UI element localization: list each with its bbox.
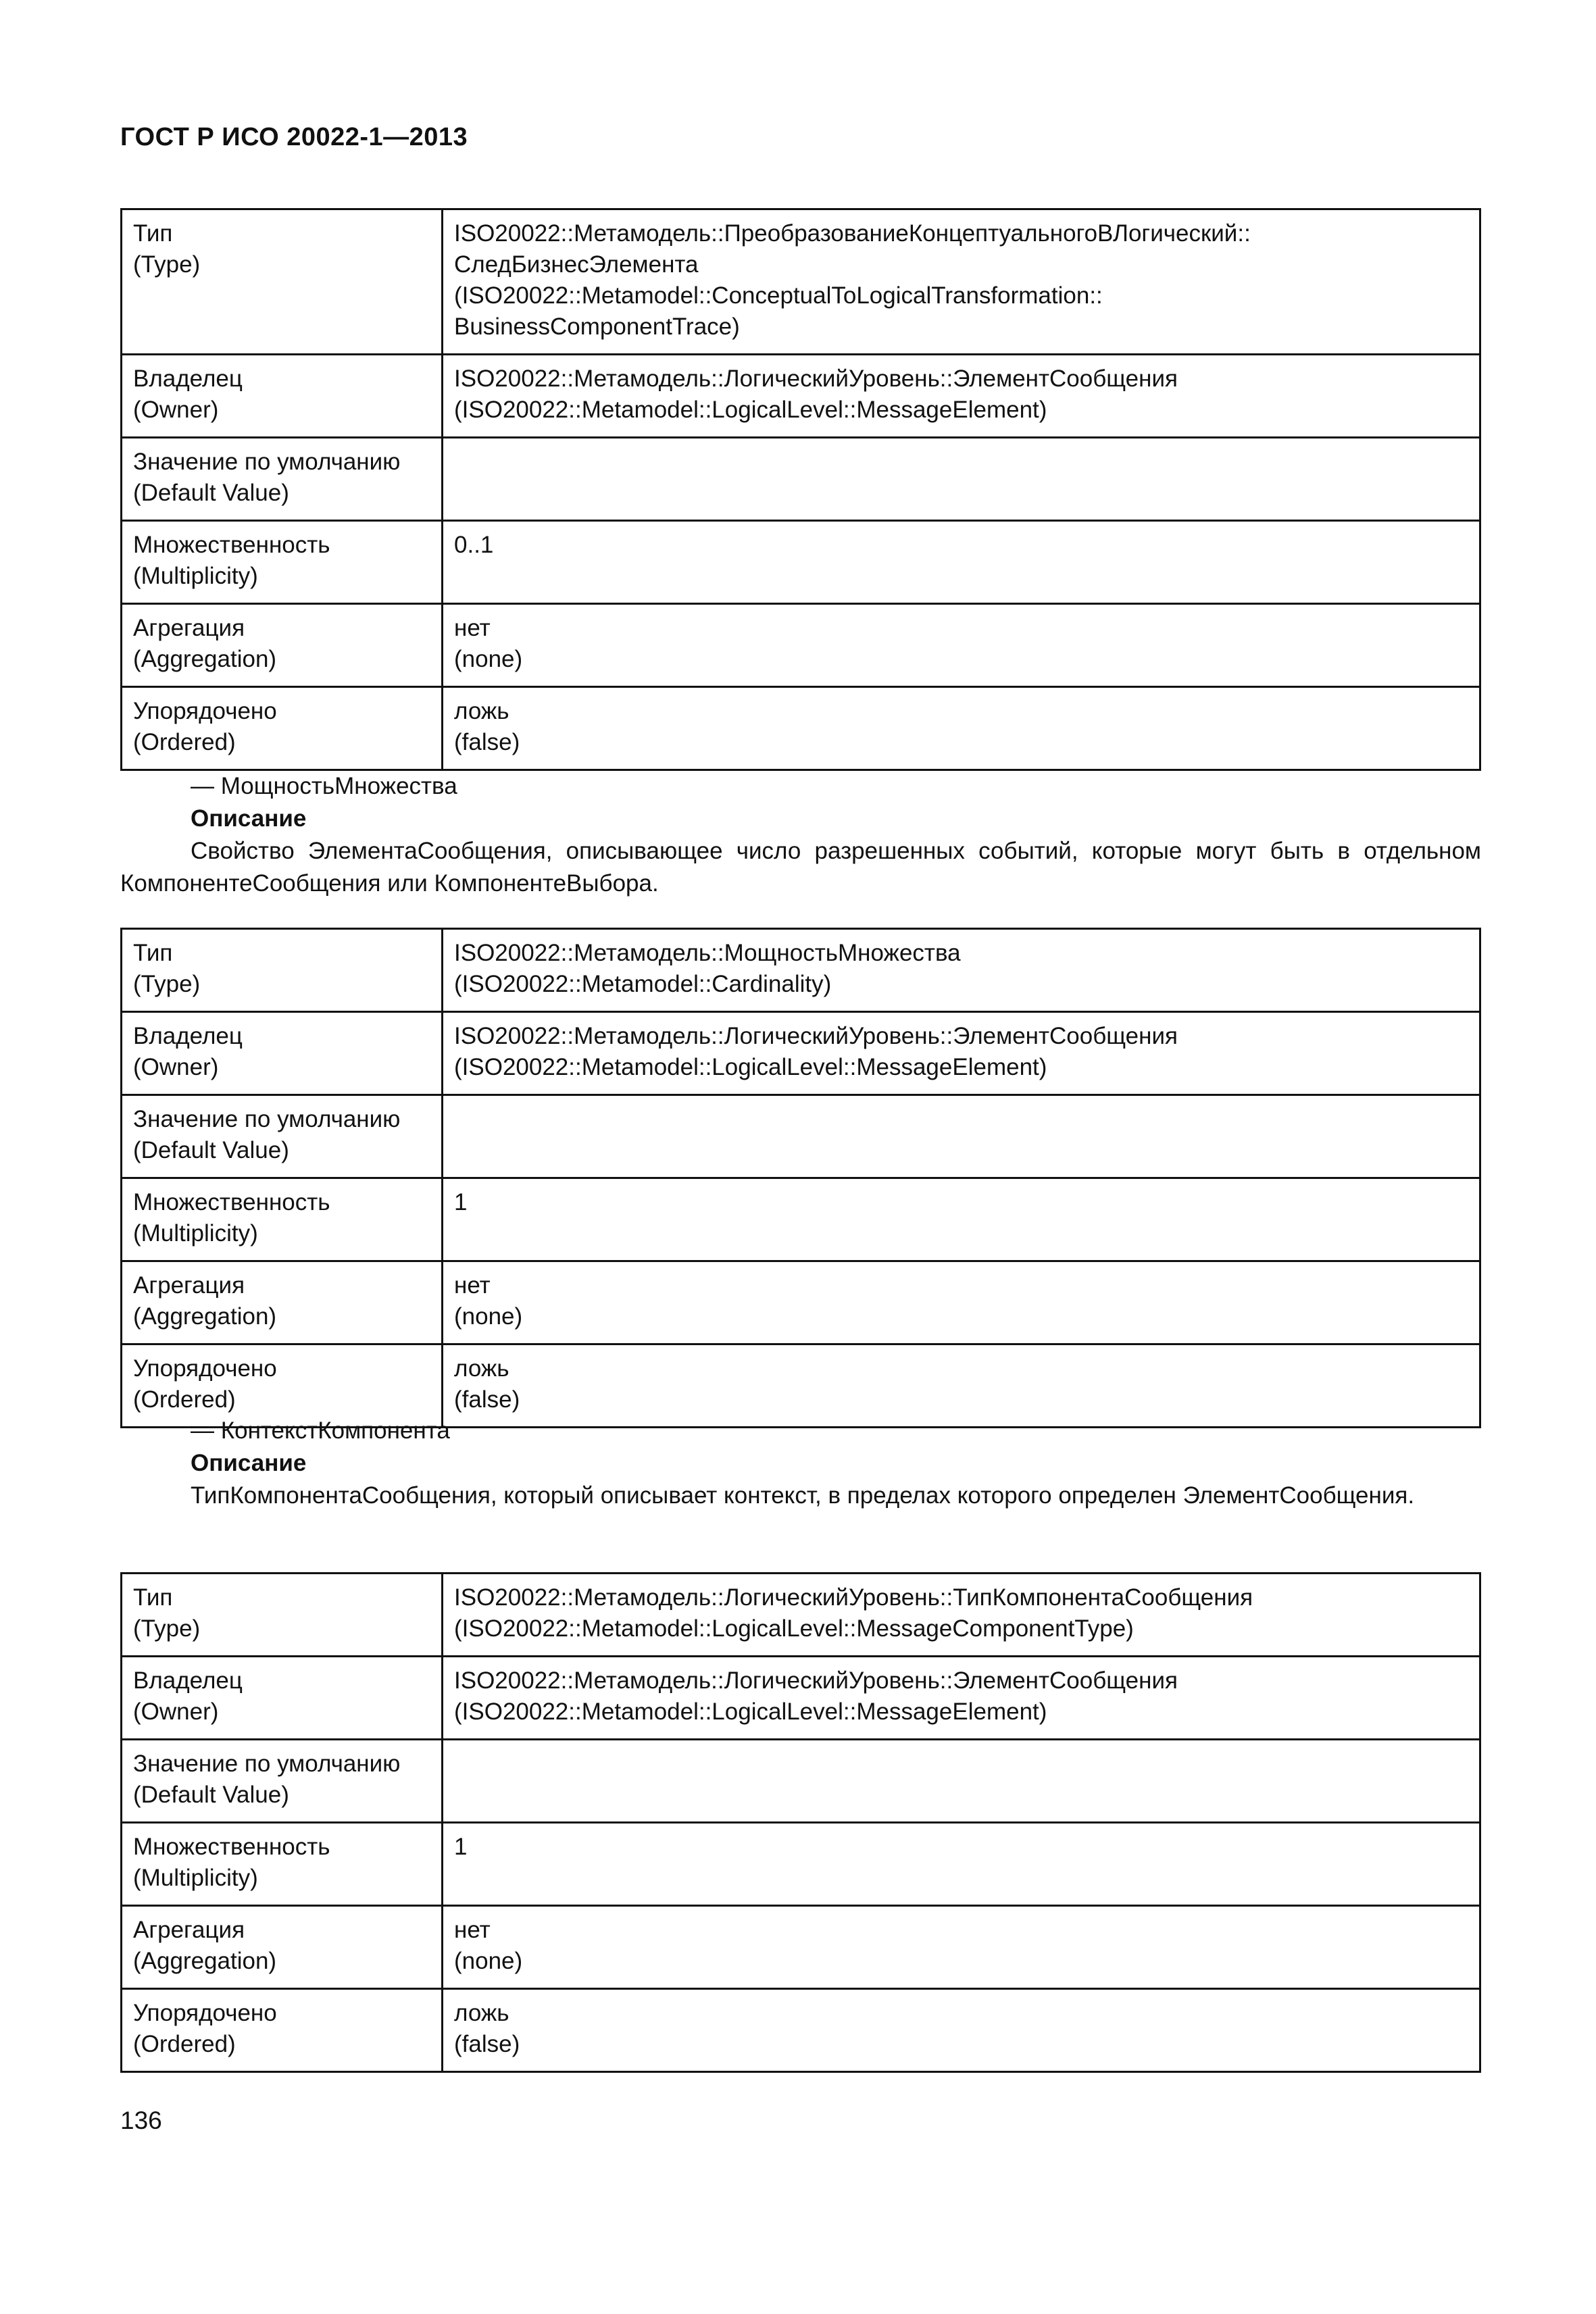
property-value-line: ложь — [454, 1355, 509, 1382]
property-value-line: (false) — [454, 1386, 520, 1413]
property-value-cell — [443, 1012, 1480, 1095]
property-value-line: ложь — [454, 2000, 509, 2026]
property-value-cell — [443, 604, 1480, 687]
property-name-ru: Владелец — [133, 1023, 243, 1049]
property-value-line: ISO20022::Метамодель::ЛогическийУровень::ЭлементСообщения — [454, 1667, 1178, 1694]
table-row — [122, 355, 1480, 438]
section-description: ТипКомпонентаСообщения, который описывает контекст, в пределах которого определен ЭлементСообщения. — [191, 1482, 1415, 1509]
property-name-en: (Type) — [133, 1615, 201, 1642]
property-name-en: (Owner) — [133, 1054, 219, 1080]
table-row — [122, 209, 1480, 355]
section-cardinality — [120, 770, 1481, 900]
table-row — [122, 1095, 1480, 1178]
property-value-line: 0..1 — [454, 532, 494, 558]
property-value-line: (ISO20022::Metamodel::ConceptualToLogicalTransformation:: — [454, 282, 1103, 309]
property-value-line: (ISO20022::Metamodel::Cardinality) — [454, 971, 832, 997]
property-name-cell — [122, 521, 443, 604]
table-row — [122, 1740, 1480, 1823]
property-name-ru: Тип — [133, 220, 173, 247]
property-value-line: ISO20022::Метамодель::МощностьМножества — [454, 940, 961, 966]
property-value-line: (none) — [454, 1948, 523, 1974]
property-name-ru: Значение по умолчанию — [133, 449, 401, 475]
property-name-en: (Ordered) — [133, 729, 236, 755]
section-heading: Описание — [191, 1450, 307, 1476]
property-value-line: нет — [454, 1917, 491, 1943]
property-name-en: (Multiplicity) — [133, 1220, 258, 1247]
property-name-ru: Множественность — [133, 1189, 330, 1215]
property-value-cell — [443, 1095, 1480, 1178]
property-name-en: (Multiplicity) — [133, 1865, 258, 1891]
property-value-line: (none) — [454, 1303, 523, 1330]
property-name-en: (Aggregation) — [133, 1948, 277, 1974]
table-row — [122, 929, 1480, 1012]
property-value-cell — [443, 209, 1480, 355]
section-item-title: — МощностьМножества — [191, 773, 457, 799]
property-value-line: 1 — [454, 1834, 468, 1860]
property-name-ru: Агрегация — [133, 1272, 245, 1299]
property-name-cell — [122, 438, 443, 521]
property-name-cell — [122, 1740, 443, 1823]
property-value-line: (ISO20022::Metamodel::LogicalLevel::MessageElement) — [454, 1054, 1047, 1080]
property-name-cell — [122, 1823, 443, 1906]
section-item-title: — КонтекстКомпонента — [191, 1417, 450, 1444]
property-value-line: ISO20022::Метамодель::ПреобразованиеКонцептуальногоВЛогический:: — [454, 220, 1251, 247]
property-name-ru: Упорядочено — [133, 698, 277, 724]
property-value-line: ложь — [454, 698, 509, 724]
property-value-cell — [443, 438, 1480, 521]
property-name-cell — [122, 1574, 443, 1657]
property-name-cell — [122, 687, 443, 770]
property-name-ru: Тип — [133, 940, 173, 966]
property-value-line: СледБизнесЭлемента — [454, 251, 699, 278]
property-name-cell — [122, 929, 443, 1012]
table-row — [122, 1012, 1480, 1095]
page-number: 136 — [120, 2107, 162, 2134]
property-name-ru: Значение по умолчанию — [133, 1106, 401, 1132]
property-name-en: (Owner) — [133, 397, 219, 423]
table-row — [122, 438, 1480, 521]
property-value-cell — [443, 1989, 1480, 2072]
property-name-cell — [122, 355, 443, 438]
property-name-en: (Type) — [133, 251, 201, 278]
properties-table-3 — [120, 1572, 1481, 2073]
property-name-ru: Значение по умолчанию — [133, 1751, 401, 1777]
section-component-context — [120, 1415, 1481, 1512]
property-value-line: ISO20022::Метамодель::ЛогическийУровень::ТипКомпонентаСообщения — [454, 1584, 1253, 1611]
section-heading: Описание — [191, 805, 307, 832]
property-name-en: (Default Value) — [133, 1782, 289, 1808]
property-name-ru: Агрегация — [133, 1917, 245, 1943]
section-description: Свойство ЭлементаСообщения, описывающее число разрешенных событий, которые могут быть в отдельном КомпонентеСообщения или КомпонентеВыбора. — [120, 838, 1481, 897]
table-row — [122, 604, 1480, 687]
property-name-en: (Owner) — [133, 1699, 219, 1725]
property-value-cell — [443, 1178, 1480, 1261]
table-row — [122, 1574, 1480, 1657]
table-row — [122, 521, 1480, 604]
property-value-line: ISO20022::Метамодель::ЛогическийУровень::ЭлементСообщения — [454, 1023, 1178, 1049]
property-name-ru: Множественность — [133, 532, 330, 558]
table-row — [122, 1989, 1480, 2072]
property-value-line: нет — [454, 1272, 491, 1299]
table-row — [122, 1657, 1480, 1740]
property-name-cell — [122, 604, 443, 687]
property-name-en: (Ordered) — [133, 1386, 236, 1413]
property-name-en: (Aggregation) — [133, 646, 277, 672]
property-value-cell — [443, 1906, 1480, 1989]
table-row — [122, 1823, 1480, 1906]
table-row — [122, 1906, 1480, 1989]
property-value-cell — [443, 521, 1480, 604]
property-value-line: (false) — [454, 729, 520, 755]
property-value-cell — [443, 1740, 1480, 1823]
property-name-ru: Владелец — [133, 1667, 243, 1694]
property-value-line: BusinessComponentTrace) — [454, 313, 740, 340]
property-value-cell — [443, 929, 1480, 1012]
property-name-ru: Владелец — [133, 366, 243, 392]
property-name-ru: Тип — [133, 1584, 173, 1611]
property-name-cell — [122, 1657, 443, 1740]
property-name-cell — [122, 1261, 443, 1344]
property-value-cell — [443, 1657, 1480, 1740]
property-name-en: (Ordered) — [133, 2031, 236, 2057]
property-name-cell — [122, 1178, 443, 1261]
property-value-line: (none) — [454, 646, 523, 672]
property-value-line: (ISO20022::Metamodel::LogicalLevel::MessageComponentType) — [454, 1615, 1134, 1642]
property-name-cell — [122, 209, 443, 355]
properties-table-2 — [120, 928, 1481, 1428]
property-value-line: нет — [454, 615, 491, 641]
property-value-line: (false) — [454, 2031, 520, 2057]
property-value-cell — [443, 1823, 1480, 1906]
property-name-en: (Multiplicity) — [133, 563, 258, 589]
property-value-line: (ISO20022::Metamodel::LogicalLevel::MessageElement) — [454, 397, 1047, 423]
property-value-line: ISO20022::Метамодель::ЛогическийУровень::ЭлементСообщения — [454, 366, 1178, 392]
property-name-en: (Default Value) — [133, 480, 289, 506]
property-name-ru: Множественность — [133, 1834, 330, 1860]
property-name-ru: Упорядочено — [133, 2000, 277, 2026]
property-name-cell — [122, 1095, 443, 1178]
property-name-en: (Aggregation) — [133, 1303, 277, 1330]
property-value-cell — [443, 355, 1480, 438]
property-value-line: (ISO20022::Metamodel::LogicalLevel::MessageElement) — [454, 1699, 1047, 1725]
property-value-cell — [443, 1574, 1480, 1657]
table-row — [122, 687, 1480, 770]
property-name-ru: Агрегация — [133, 615, 245, 641]
property-name-en: (Default Value) — [133, 1137, 289, 1163]
document-header: ГОСТ Р ИСО 20022-1—2013 — [120, 123, 468, 151]
property-value-line: 1 — [454, 1189, 468, 1215]
property-name-en: (Type) — [133, 971, 201, 997]
property-name-cell — [122, 1989, 443, 2072]
property-name-cell — [122, 1012, 443, 1095]
property-name-ru: Упорядочено — [133, 1355, 277, 1382]
property-name-cell — [122, 1906, 443, 1989]
property-value-cell — [443, 1261, 1480, 1344]
property-value-cell — [443, 687, 1480, 770]
table-row — [122, 1261, 1480, 1344]
properties-table-1 — [120, 208, 1481, 771]
table-row — [122, 1178, 1480, 1261]
